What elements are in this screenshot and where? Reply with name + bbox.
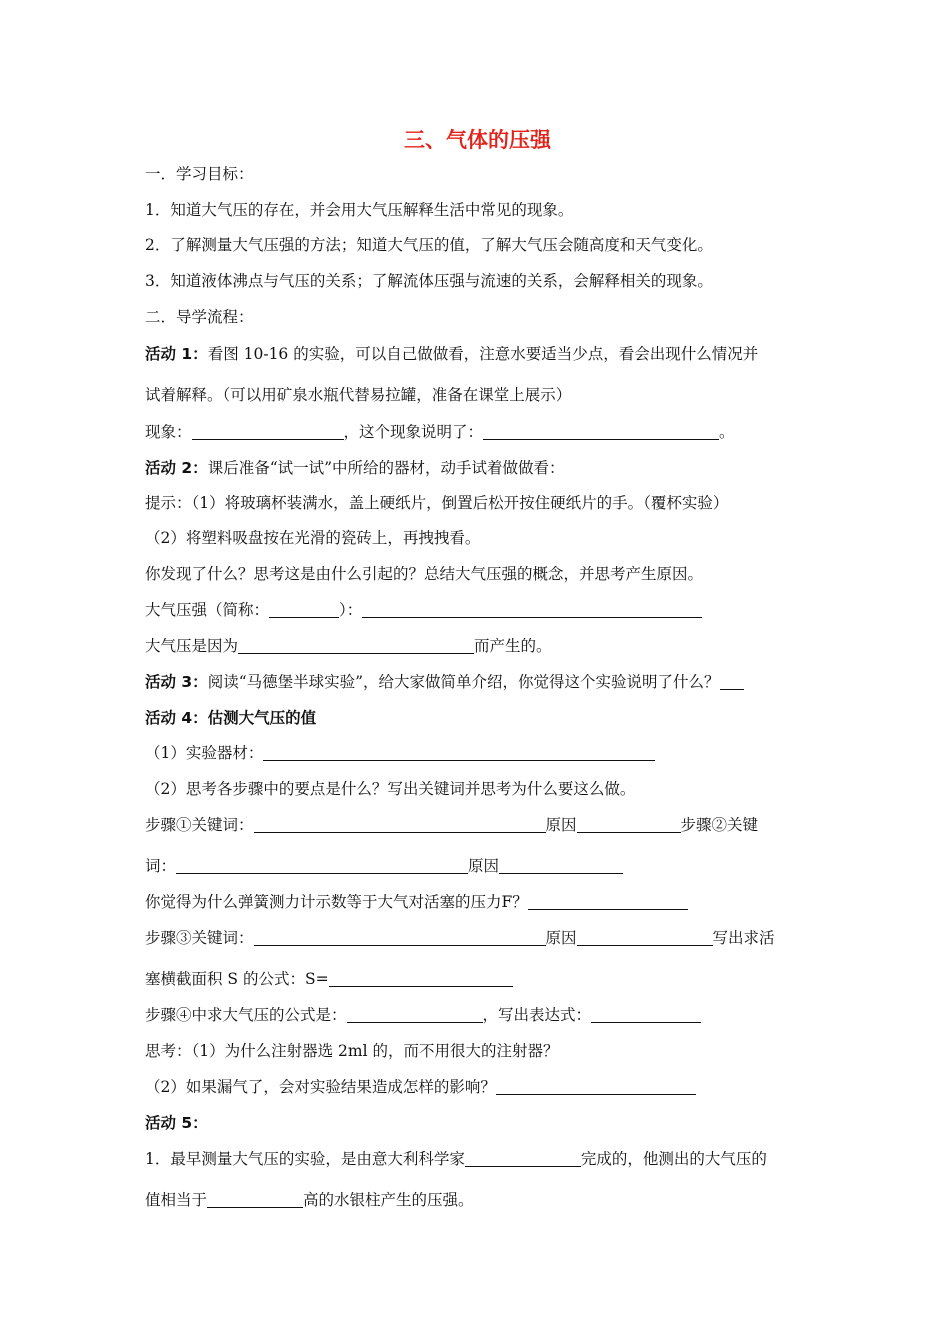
activity3-label: 活动 3： (145, 673, 208, 691)
cause-end: 而产生的。 (474, 637, 552, 655)
abbrev-blank[interactable] (269, 601, 339, 618)
step2-reason-label: 原因 (468, 857, 500, 875)
step1-label: 步骤①关键词： (145, 816, 254, 834)
step2-label-b: 词： (145, 857, 177, 875)
activity2-line (145, 458, 565, 478)
area-line (145, 969, 513, 989)
definition-label: 大气压强（简称： (145, 601, 270, 619)
mercury-height-blank[interactable] (207, 1191, 303, 1208)
activity1-phenomenon (145, 422, 735, 442)
step3-reason-blank[interactable] (577, 929, 713, 946)
activity1-text1: 看图 10-16 的实验，可以自己做做看，注意水要适当少点，看会出现什么情况并 (207, 345, 759, 363)
activity5-text1a: 1．最早测量大气压的实验，是由意大利科学家 (145, 1150, 465, 1168)
activity1-line1 (145, 344, 758, 364)
activity2-hint2: （2）将塑料吸盘按在光滑的瓷砖上，再拽拽看。 (145, 529, 481, 547)
explanation-blank[interactable] (483, 423, 719, 440)
step3-keyword-blank[interactable] (254, 929, 546, 946)
area-label: 塞横截面积 S 的公式：S= (145, 970, 329, 988)
step2-reason-blank[interactable] (499, 857, 623, 874)
activity2-text: 课后准备“试一试”中所给的器材，动手试着做做看： (207, 459, 565, 477)
step1-keyword-blank[interactable] (254, 816, 546, 833)
think2-blank[interactable] (496, 1078, 696, 1095)
step4-mid: ，写出表达式： (482, 1006, 592, 1024)
think1: 思考：（1）为什么注射器选 2ml 的，而不用很大的注射器？ (145, 1042, 559, 1060)
step4-line (145, 1005, 701, 1025)
activity1-label: 活动 1： (145, 345, 208, 363)
activity3-line (145, 672, 744, 692)
equipment-blank[interactable] (263, 744, 655, 761)
step4-formula-blank[interactable] (347, 1006, 483, 1023)
step2-label-a: 步骤②关键 (680, 816, 759, 834)
definition-blank[interactable] (362, 601, 702, 618)
spring-blank[interactable] (528, 893, 688, 910)
activity5-text2a: 值相当于 (145, 1191, 208, 1209)
page-title: 三、气体的压强 (404, 128, 551, 152)
activity2-label: 活动 2： (145, 459, 208, 477)
activity2-question: 你发现了什么？思考这是由什么引起的？总结大气压强的概念，并思考产生原因。 (145, 565, 704, 583)
activity5-text2b: 高的水银柱产生的压强。 (303, 1191, 474, 1209)
step2-keyword-blank[interactable] (176, 857, 468, 874)
activity3-blank[interactable] (720, 673, 744, 690)
definition-mid: ）： (339, 601, 363, 619)
area-formula-blank[interactable] (329, 970, 513, 987)
step4-label: 步骤④中求大气压的公式是： (145, 1006, 347, 1024)
step1-reason-blank[interactable] (577, 816, 681, 833)
phenomenon-label: 现象： (145, 423, 192, 441)
cause-blank[interactable] (238, 637, 474, 654)
step1-reason-label: 原因 (545, 816, 577, 834)
step2-line (145, 856, 623, 876)
activity5-line2 (145, 1190, 474, 1210)
goal-3: 3．知道液体沸点与气压的关系；了解流体压强与流速的关系，会解释相关的现象。 (145, 272, 713, 290)
activity4-item1 (145, 743, 655, 763)
activity4-heading: 活动 4：估测大气压的值 (145, 709, 317, 727)
scientist-blank[interactable] (465, 1150, 581, 1167)
section2-heading: 二．导学流程： (145, 308, 254, 326)
step3-line (145, 928, 775, 948)
phenomenon-mid: ，这个现象说明了： (343, 423, 484, 441)
spring-question: 你觉得为什么弹簧测力计示数等于大气对活塞的压力F？ (145, 893, 528, 911)
step3-reason-label: 原因 (545, 929, 577, 947)
activity2-hint1: 提示：（1）将玻璃杯装满水，盖上硬纸片，倒置后松开按住硬纸片的手。（覆杯实验） (145, 494, 729, 512)
activity3-text: 阅读“马德堡半球实验”，给大家做简单介绍，你觉得这个实验说明了什么？ (207, 673, 720, 691)
pressure-cause (145, 636, 552, 656)
step4-expression-blank[interactable] (591, 1006, 701, 1023)
think2-line (145, 1077, 696, 1097)
phenomenon-blank[interactable] (192, 423, 344, 440)
activity5-heading: 活动 5： (145, 1114, 208, 1132)
cause-label: 大气压是因为 (145, 637, 239, 655)
activity4-item2: （2）思考各步骤中的要点是什么？写出关键词并思考为什么要这么做。 (145, 780, 636, 798)
activity1-text2: 试着解释。（可以用矿泉水瓶代替易拉罐，准备在课堂上展示） (145, 386, 572, 404)
think2: （2）如果漏气了，会对实验结果造成怎样的影响？ (145, 1078, 496, 1096)
phenomenon-end: 。 (719, 423, 735, 441)
goal-2: 2．了解测量大气压强的方法；知道大气压的值，了解大气压会随高度和天气变化。 (145, 236, 713, 254)
pressure-definition (145, 600, 702, 620)
activity5-line1 (145, 1149, 767, 1169)
step3-label: 步骤③关键词： (145, 929, 254, 947)
activity5-text1b: 完成的，他测出的大气压的 (580, 1150, 767, 1168)
section1-heading: 一．学习目标： (145, 165, 254, 183)
spring-question-line (145, 892, 688, 912)
equipment-label: （1）实验器材： (145, 744, 264, 762)
goal-1: 1．知道大气压的存在，并会用大气压解释生活中常见的现象。 (145, 201, 574, 219)
step1-line (145, 815, 758, 835)
step3-tail: 写出求活 (712, 929, 775, 947)
